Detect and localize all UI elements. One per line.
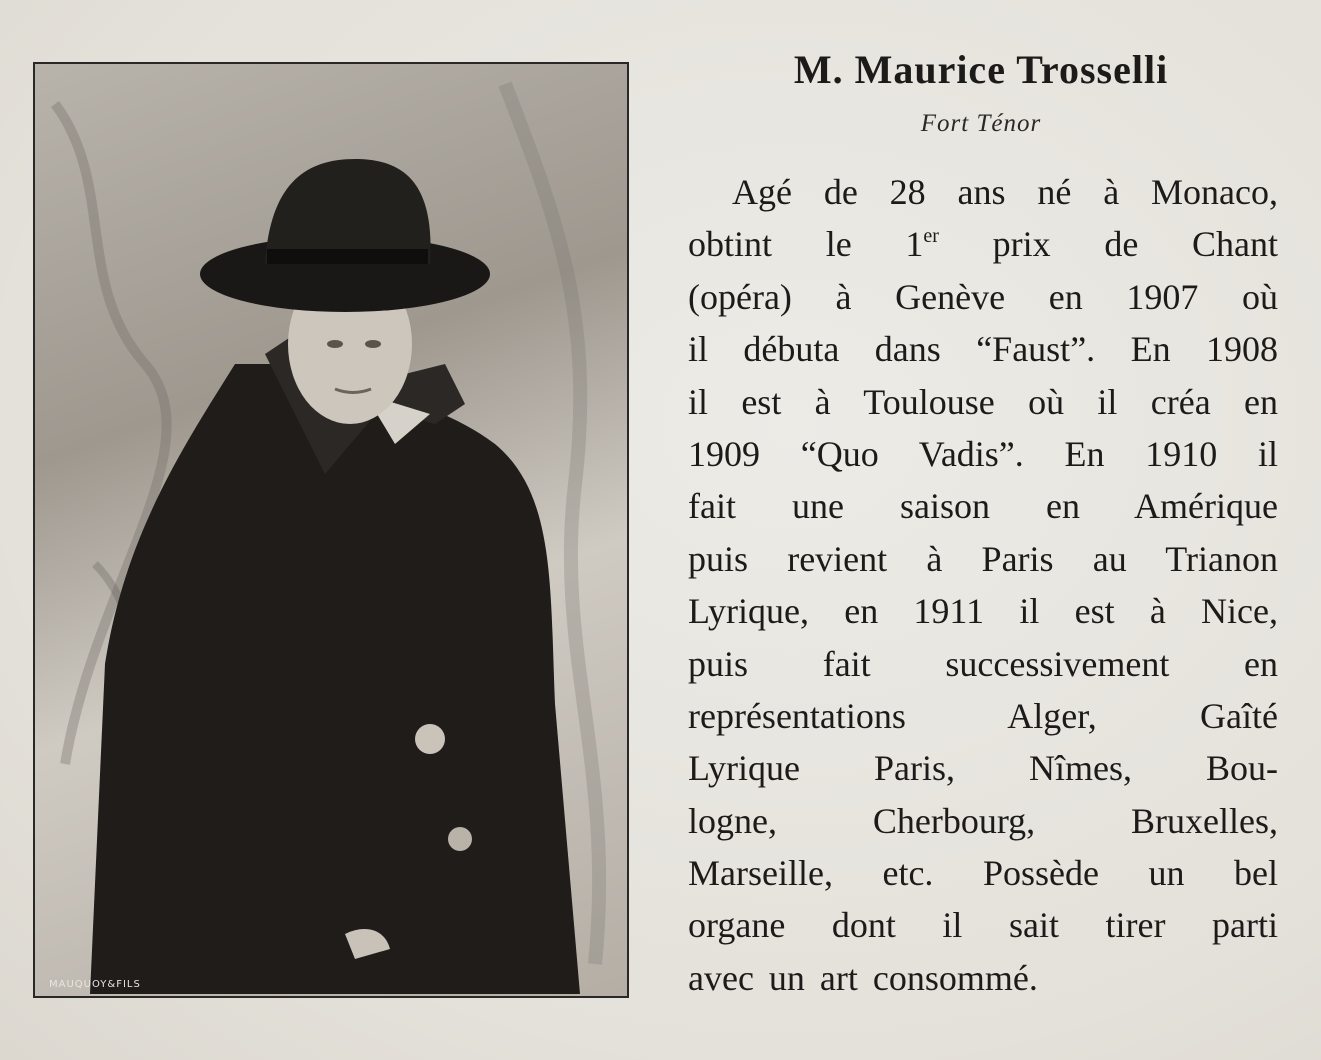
page-subtitle: Fort Ténor [920, 110, 1042, 137]
text-line: Marseille, etc. Possède un bel [688, 853, 1278, 894]
text-line: il débuta dans “Faust”. En 1908 [688, 329, 1278, 370]
text-line: fait une saison en Amérique [688, 486, 1278, 527]
text-line: puis fait successivement en [688, 643, 1278, 684]
text-line: logne, Cherbourg, Bruxelles, [688, 800, 1278, 841]
text-line: représentations Alger, Gaîté [688, 695, 1278, 736]
text-line-part: prix de Chant [938, 224, 1278, 265]
portrait-photo [33, 62, 629, 998]
superscript: er [923, 225, 939, 248]
text-line: organe dont il sait tirer parti [688, 905, 1278, 946]
text-line [688, 218, 1278, 270]
photo-credit: MAUQUOY&FILS [49, 979, 141, 990]
text-line: Agé de 28 ans né à Monaco, [732, 172, 1278, 212]
text-line-part: obtint le 1 [688, 224, 924, 265]
text-line: avec un art consommé. [688, 957, 1038, 998]
text-line: Lyrique, en 1911 il est à Nice, [688, 591, 1278, 632]
text-line: il est à Toulouse où il créa en [688, 381, 1278, 422]
portrait-illustration [35, 64, 627, 996]
biography-text [688, 166, 1278, 1004]
text-line: 1909 “Quo Vadis”. En 1910 il [688, 433, 1278, 474]
page-title: M. Maurice Trosselli [793, 47, 1169, 92]
text-line: (opéra) à Genève en 1907 où [688, 276, 1278, 317]
text-line: Lyrique Paris, Nîmes, Bou- [688, 748, 1278, 789]
text-line: puis revient à Paris au Trianon [688, 538, 1278, 579]
